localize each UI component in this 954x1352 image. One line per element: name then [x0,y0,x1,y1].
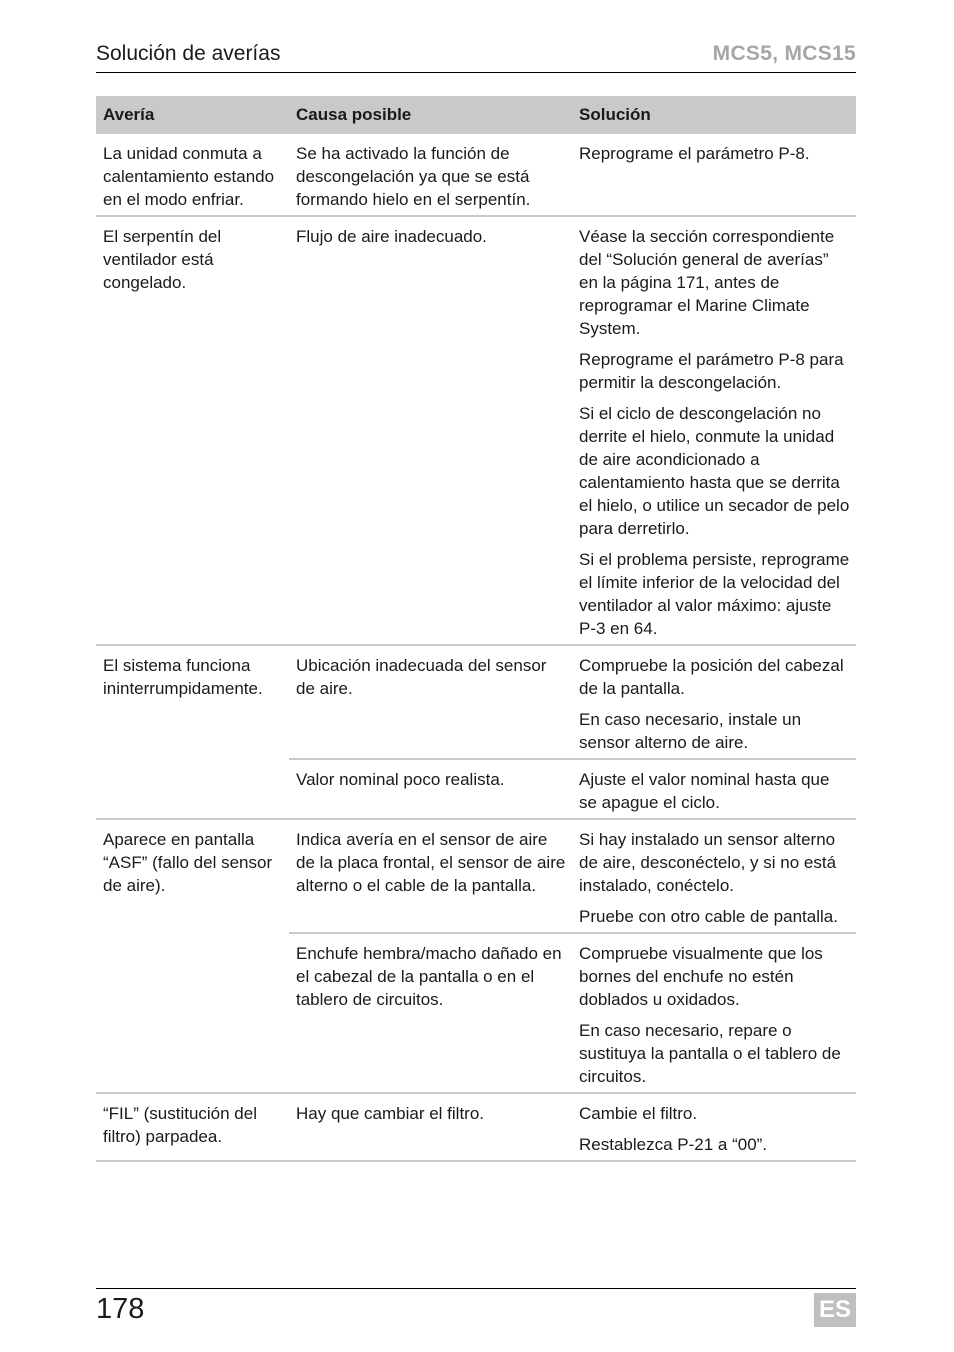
table-row [96,134,856,217]
column-header-fault: Avería [103,105,155,124]
cause-text: Valor nominal poco realista. [296,770,505,789]
cause-cell [289,934,572,1092]
cause-row [289,932,856,1092]
cause-text: Indica avería en el sensor de aire de la placa frontal, el sensor de aire alterno o el cable de la pantalla. [296,830,566,895]
solution-text: En caso necesario, instale un sensor alterno de aire. [579,710,802,752]
cause-cell [289,760,572,818]
section-title: Solución de averías [96,42,281,65]
table-row [96,217,856,646]
solution-text: Restablezca P-21 a “00”. [579,1135,768,1154]
solution-cell [572,934,856,1092]
cause-row [289,217,856,644]
cause-cell [289,646,572,758]
solution-cell [572,820,856,932]
fault-cell [96,1094,289,1160]
page-footer [96,1288,856,1325]
causes-group [289,1094,856,1160]
cause-cell [289,820,572,932]
solution-cell [572,217,856,644]
column-header-solution: Solución [579,105,651,124]
cause-row [289,1094,856,1160]
solution-text: Reprograme el parámetro P-8 para permitir la descongelación. [579,350,844,392]
solution-text: Si el ciclo de descongelación no derrite el hielo, conmute la unidad de aire acondicionado a calentamiento hasta que se derrita el hielo, o utilice un secador de pelo para derretirlo. [579,404,850,538]
cause-row [289,820,856,932]
page-header [96,40,856,73]
solution-cell [572,760,856,818]
fault-cell [96,646,289,818]
fault-text: Aparece en pantalla “ASF” (fallo del sensor de aire). [103,830,273,895]
fault-text: El sistema funciona ininterrumpidamente. [103,656,263,698]
solution-text: En caso necesario, repare o sustituya la pantalla o el tablero de circuitos. [579,1021,841,1086]
solution-text: Pruebe con otro cable de pantalla. [579,907,838,926]
table-row [96,820,856,1094]
table-header [96,96,856,134]
cause-row [289,758,856,818]
causes-group [289,820,856,1092]
fault-cell [96,217,289,644]
cause-text: Enchufe hembra/macho dañado en el cabezal de la pantalla o en el tablero de circuitos. [296,944,562,1009]
solution-text: Si el problema persiste, reprograme el límite inferior de la velocidad del ventilador al valor máximo: ajuste P-3 en 64. [579,550,850,638]
solution-text: Compruebe la posición del cabezal de la pantalla. [579,656,844,698]
fault-cell [96,134,289,215]
causes-group [289,217,856,644]
solution-text: Reprograme el parámetro P-8. [579,144,810,163]
language-badge: ES [814,1293,856,1327]
product-name: MCS5, MCS15 [712,42,856,65]
cause-cell [289,134,572,215]
solution-text: Véase la sección correspondiente del “Solución general de averías” en la página 171, antes de reprogramar el Marine Climate System. [579,227,835,338]
solution-text: Ajuste el valor nominal hasta que se apague el ciclo. [579,770,830,812]
fault-text: “FIL” (sustitución del filtro) parpadea. [103,1104,257,1146]
solution-cell [572,134,856,215]
cause-row [289,134,856,215]
page-number: 178 [96,1293,145,1325]
cause-text: Hay que cambiar el filtro. [296,1104,485,1123]
fault-text: La unidad conmuta a calentamiento estando en el modo enfriar. [103,144,275,209]
solution-text: Cambie el filtro. [579,1104,698,1123]
solution-text: Compruebe visualmente que los bornes del enchufe no estén doblados u oxidados. [579,944,823,1009]
column-header-cause: Causa posible [296,105,412,124]
causes-group [289,646,856,818]
troubleshooting-table [96,96,856,1162]
causes-group [289,134,856,215]
table-row [96,1094,856,1162]
cause-row [289,646,856,758]
solution-cell [572,1094,856,1160]
cause-text: Se ha activado la función de descongelación ya que se está formando hielo en el serpentín. [296,144,531,209]
fault-cell [96,820,289,1092]
cause-text: Ubicación inadecuada del sensor de aire. [296,656,547,698]
cause-text: Flujo de aire inadecuado. [296,227,487,246]
table-row [96,646,856,820]
cause-cell [289,1094,572,1160]
cause-cell [289,217,572,644]
fault-text: El serpentín del ventilador está congelado. [103,227,222,292]
solution-text: Si hay instalado un sensor alterno de aire, desconéctelo, y si no está instalado, conéctelo. [579,830,837,895]
solution-cell [572,646,856,758]
